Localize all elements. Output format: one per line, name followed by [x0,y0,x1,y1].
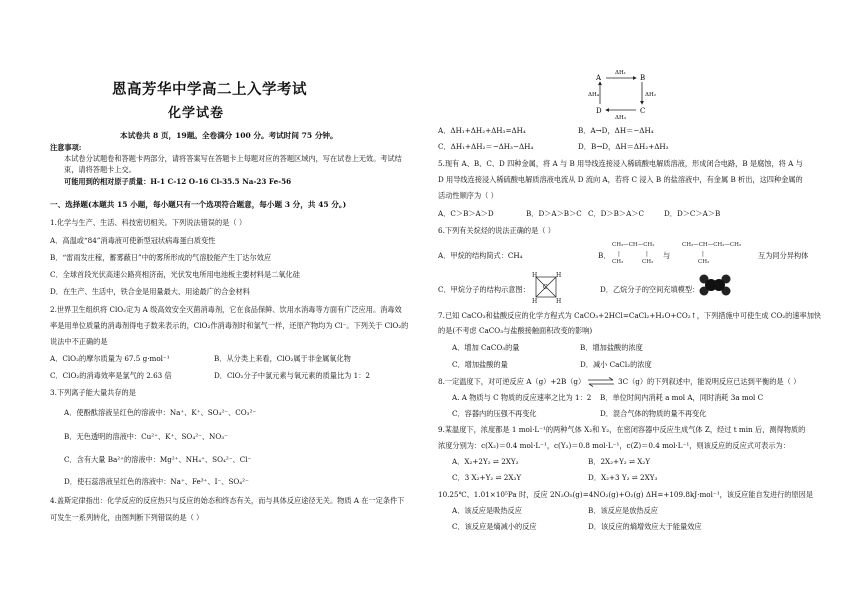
svg-text:H: H [556,272,562,279]
question-2-line: 率是用单位质量的消毒剂得电子数来表示的，ClO₂作消毒剂时和氯气一样，还原产物均为 Cl⁻。下列关于 ClO₂的 [50,321,409,330]
option-5d: D．D＞C＞A＞B [664,209,721,218]
option-1a: A．高温或“84”消毒液可使新型冠状病毒蛋白质变性 [50,236,216,245]
option-6b-connector: 与 [663,251,671,260]
question-1: 1.化学与生产、生活、科技密切相关。下列说法错误的是（ ） [50,218,247,227]
option-8b: B．单位时间内消耗 a mol A，同时消耗 3a mol C [600,393,764,402]
svg-text:CH₃—CH—CH₂—CH₃: CH₃—CH—CH₂—CH₃ [682,242,742,248]
question-9: 9.某温度下，浓度都是 1 mol·L⁻¹的两种气体 X₂和 Y₂，在密闭容器中反应生成气体 Z，经过 t min 后，测得物质的 [438,425,806,434]
option-7d: D．减小 CaCl₂的浓度 [580,360,652,369]
node-b: B [640,74,646,82]
option-3b: B．无色透明的溶液中：Cu²⁺、K⁺、SO₄²⁻、NO₃⁻ [64,432,228,441]
option-3c: C．含有大量 Ba²⁺的溶液中：Mg²⁺、NH₄⁺、SO₄²⁻、Cl⁻ [64,455,252,464]
svg-text:|: | [702,251,704,257]
option-1b: B．“雷雨发庄稼，蓄雾蔽日”中的雾所形成的气溶胶能产生丁达尔效应 [50,253,272,262]
svg-text:CH₃: CH₃ [642,259,654,265]
question-8-end: 3C（g）的下列叙述中，能说明反应已达到平衡的是（ ） [618,377,801,386]
option-5b: B．D＞A＞B＞C [526,209,582,218]
option-9d: D．X₂+3 Y₂ ⇌ 2XY₃ [588,473,658,482]
option-6b-label: B． [598,251,611,260]
option-4b: B．A→D，ΔH＝−ΔH₄ [578,126,654,135]
question-2-line: 说法中不正确的是 [50,337,108,346]
hess-cycle-diagram [588,66,658,122]
question-5-line: D 用导线连接浸入稀硫酸电解质溶液电流从 D 流向 A，若将 C 浸入 B 的盐溶液中，有金属 B 析出，这四种金属的 [438,175,803,184]
option-2a: A．ClO₂的摩尔质量为 67.5 g·mol⁻¹ [50,354,170,363]
option-4c: C．ΔH₁+ΔH₂＝−ΔH₃−ΔH₄ [438,142,534,151]
notice-line: 束，请将答题卡上交。 [64,165,136,174]
question-4-line: 可发生一系列转化，由图判断下列错误的是（ ） [50,513,204,522]
option-6b-text: 互为同分异构体 [758,251,809,260]
question-7: 7.已知 CaCO₃和盐酸反应的化学方程式为 CaCO₃+2HCl=CaCl₂+H₂O+CO₂↑，下列措施中可使生成 CO₂的速率加快 [438,311,822,320]
option-7c: C．增加盐酸的量 [452,360,508,369]
svg-text:H: H [532,298,538,304]
methane-structure-image [530,270,562,304]
svg-text:|: | [646,251,648,257]
option-10a: A．该反应是吸热反应 [452,506,522,515]
node-c: C [640,107,646,115]
option-2b: B．从分类上来看，ClO₂属于非金属氧化物 [214,354,351,363]
option-2c: C．ClO₂的消毒效率是氯气的 2.63 倍 [50,371,172,380]
question-3: 3.下列离子能大量共存的是 [50,388,136,397]
option-5c: C．D＞B＞A＞C [588,209,644,218]
option-9b: B．2X₂+Y₂ ⇌ X₂Y [588,457,651,466]
notice-heading: 注意事项: [50,143,82,152]
question-7-line: 的是(不考虑 CaCO₃与盐酸接触面积改变的影响) [438,326,593,335]
option-7a: A．增加 CaCO₃的量 [452,343,520,352]
option-10d: D．该反应的熵增效应大于能量效应 [588,522,702,531]
notice-line: 本试卷分试题卷和答题卡两部分，请将答案写在答题卡上每题对应的答题区域内，写在试卷上无效。考试结 [64,154,402,163]
label-h1: ΔH₁ [615,70,626,76]
option-5a: A．C＞B＞A＞D [438,209,494,218]
option-10c: C．该反应是熵减小的反应 [452,522,537,531]
option-1d: D．在生产、生活中，铁合金是用量最大、用途最广的合金材料 [50,287,250,296]
option-6d: D．乙烷分子的空间充填模型： [600,285,700,294]
question-8-start: 8.一定温度下，对可逆反应 A（g）+2B（g） [438,377,586,386]
option-4a: A．ΔH₁+ΔH₂+ΔH₃=ΔH₄ [438,126,526,135]
question-10: 10.25℃、1.01×10⁵Pa 时，反应 2N₂O₅(g)=4NO₂(g)+O₂(g) ΔH=+109.8kJ·mol⁻¹，该反应能自发进行的原因是 [438,490,814,499]
option-8a: A. A 物质与 C 物质的反应速率之比为 1：2 [452,393,592,402]
exam-info: 本试卷共 8 页，19题。全卷满分 100 分。考试时间 75 分钟。 [120,131,338,140]
option-3d: D．使石蕊溶液呈红色的溶液中：Na⁺、Fe³⁺、I⁻、SO₄²⁻ [64,477,249,486]
isomer-structures-image [610,238,760,268]
option-3a: A．使酚酞溶液呈红色的溶液中：Na⁺、K⁺、SO₄²⁻、CO₃²⁻ [64,408,257,417]
node-d: D [596,107,602,115]
option-9a: A．X₂+2Y₂ ⇌ 2XY₂ [452,457,519,466]
option-6a: A．甲烷的结构简式：CH₄ [438,251,523,260]
section-heading: 一、选择题(本题共 15 小题，每小题只有一个选项符合题意，每小题 3 分，共 45 分。) [50,200,347,209]
subject-title: 化学试卷 [168,106,225,121]
ethane-space-filling-model-image [698,273,732,297]
svg-text:H: H [556,298,562,304]
svg-text:CH₃: CH₃ [698,259,710,265]
svg-text:CH₃—CH—CH₂: CH₃—CH—CH₂ [612,242,655,248]
option-7b: B．增加盐酸的浓度 [580,343,643,352]
option-6c: C．甲烷分子的结构示意图： [438,285,530,294]
option-10b: B．该反应是放热反应 [588,506,658,515]
option-1c: C．全球首段光伏高速公路亮相济南，光伏发电所用电池板主要材料是二氧化硅 [50,270,300,279]
question-6: 6.下列有关烷烃的说法正确的是（ ） [438,226,555,235]
svg-text:|: | [618,251,620,257]
label-h3: ΔH₃ [615,115,626,121]
svg-text:CH₃: CH₃ [612,259,624,265]
svg-text:H: H [532,272,538,279]
question-2: 2.世界卫生组织将 ClO₂定为 A 级高效安全灭菌消毒剂，它在食品保鲜、饮用水消毒等方面有广泛应用。消毒效 [50,305,402,314]
equilibrium-arrow-icon [586,377,616,387]
option-2d: D．ClO₂分子中氯元素与氧元素的质量比为 1：2 [214,371,370,380]
question-9-line: 浓度分别为：c(X₂)＝0.4 mol·L⁻¹，c(Y₂)＝0.8 mol·L⁻¹，c(Z)＝0.4 mol·L⁻¹，则该反应的反应式可表示为： [438,441,790,450]
option-4d: D．B→D，ΔH＝ΔH₂+ΔH₃ [578,142,669,151]
school-title: 恩高芳华中学高二上入学考试 [112,81,307,98]
svg-text:C: C [543,284,548,291]
label-h2: ΔH₂ [645,92,656,98]
label-h4: ΔH₄ [588,92,599,98]
option-9c: C．3 X₂+Y₂ ⇌ 2X₃Y [452,473,522,482]
question-5: 5.现有 A、B、C、D 四种金属，将 A 与 B 用导线连接浸入稀硫酸电解质溶液，形成闭合电路，B 是腐蚀，将 A 与 [438,159,803,168]
node-a: A [596,74,602,82]
option-8d: D．混合气体的物质的量不再变化 [600,409,707,418]
question-4: 4.盖斯定律指出：化学反应的反应热只与反应的始态和终态有关，而与具体反应途径无关。物质 A 在一定条件下 [50,496,405,505]
question-5-line: 活动性顺序为（ ） [438,191,498,200]
option-8c: C．容器内的压强不再变化 [452,409,537,418]
atomic-mass-line: 可能用到的相对原子质量：H-1 C-12 O-16 Cl-35.5 Na-23 Fe-56 [64,177,292,186]
